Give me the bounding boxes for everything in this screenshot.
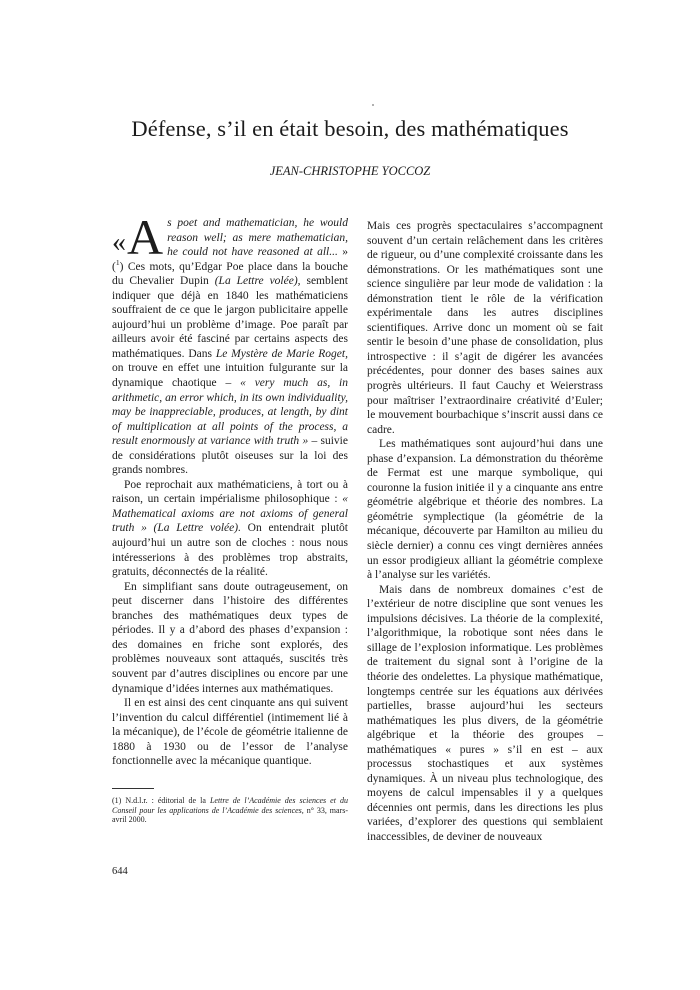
paragraph-6: Les mathématiques sont aujourd’hui dans une phase d’expansion. La démonstration du théorème de Fermat est une marque symbolique, qui couronne la fusion initiée il y a cinquante ans entre géométrie algébrique et théorie des nombres. La géométrie symplectique (la géométrie de la mécanique, découverte par Hamilton au milieu du siècle dernier) a connu ces vingt dernières années un essor prodigieux alliant la géométrie complexe à l’analyse sur les variétés. (367, 438, 603, 582)
paragraph-3: En simplifiant sans doute outrageusement, on peut discerner dans l’histoire des différentes branches des mathématiques deux types de périodes. Il y a d’abord des phases d’expansion : des domaines en friche sont explorés, des problèmes nouveaux sont attaqués, suscités très souvent par d’autres disciplines ou encore par une dynamique d’idées internes aux mathématiques. (112, 580, 348, 695)
article-author: JEAN-CHRISTOPHE YOCCOZ (269, 164, 431, 178)
text-run: semblent indiquer que déjà en 1840 les mathématiciens souffraient de ce que le jargon publicitaire appelle aujourd’hui un problème d’image. Poe paraît par ailleurs avoir été fasciné par certains aspects des mathématiques. Dans (112, 275, 348, 360)
work-title: (La Lettre volée), (214, 275, 301, 288)
drop-cap-block (112, 209, 164, 265)
print-speck (372, 104, 374, 106)
poe-quote: s poet and mathematician, he would reason well; as mere mathematician, he could not have reasoned at all... (167, 217, 348, 259)
page-number: 644 (112, 866, 128, 877)
text-run: On entendrait plutôt aujourd’hui un autre son de cloches : nous nous intéresserions à des problèmes trop abstraits, gratuits, déconnectés de la réalité. (112, 522, 348, 579)
text-run: Poe reprochait aux mathématiciens, à tort ou à raison, un certain impérialisme philosophique : (112, 478, 348, 506)
opening-guillemet: « (112, 227, 126, 258)
work-title: Le Mystère de Marie Roget, (215, 347, 348, 360)
footnote-divider (112, 788, 154, 789)
footnote (112, 796, 348, 825)
paragraph-4: Il en est ainsi des cent cinquante ans qui suivent l’invention du calcul différentiel (intimement lié à la mécanique), de l’école de géométrie italienne de 1880 à 1930 ou de l’essor de l’analyse fonctionnelle avec la mécanique quantique. (112, 697, 348, 768)
article-title: Défense, s’il en était besoin, des mathématiques (131, 116, 569, 141)
text-run: (1) N.d.l.r. : éditorial de la (112, 796, 210, 805)
text-run: on trouve en effet une intuition fulgurante sur la dynamique chaotique – (112, 362, 348, 390)
text-run: ) Ces mots, qu’Edgar Poe place dans la bouche du Chevalier Dupin (112, 260, 348, 288)
paragraph-7: Mais dans de nombreux domaines c’est de l’extérieur de notre discipline que sont venues les impulsions décisives. La théorie de la complexité, l’algorithmique, la robotique sont nées dans le sillage de l’explosion informatique. Les problèmes de traitement du signal sont à l’origine de la théorie des ondelettes. La physique mathématique, longtemps centrée sur les équations aux dérivées partielles, brasse aujourd’hui les secteurs mathématiques les plus divers, de la géométrie algébrique et la théorie des groupes – mathématiques « pures » s’il en est – aux processus stochastiques et aux systèmes dynamiques. À un niveau plus technologique, des moyens de calcul impensables il y a quelques décennies ont permis, dans les directions les plus variées, d’explorer des questions qui semblaient inaccessibles, de deviner de nouveaux (367, 583, 603, 843)
footnote-ref: 1 (115, 257, 120, 267)
text-run: – suivie de considérations plutôt oiseuses sur la loi des grands nombres. (112, 435, 348, 477)
text-run: » ( (112, 246, 349, 273)
paragraph-1 (112, 209, 349, 478)
drop-cap-letter: A (127, 209, 164, 265)
paragraph-2 (112, 478, 348, 580)
publication-title: Lettre de l’Académie des sciences et du Conseil pour les applications de l’Académie des sciences, (112, 796, 348, 815)
axioms-quote: « Mathematical axioms are not axioms of general truth » (La Lettre volée). (112, 493, 348, 535)
chaos-quote: « very much as, in arithmetic, an error which, in its own individuality, may be inappreciable, produces, at length, by dint of multiplication at all points of the process, a result enormously at variance with truth » (112, 377, 348, 448)
paragraph-5: Mais ces progrès spectaculaires s’accompagnent souvent d’un certain relâchement dans les critères de rigueur, ou d’une complexité croissante dans les démonstrations. Or les mathématiques sont une science singulière par leur mode de validation : la démonstration tient le rôle de la vérification expérimentale dans les autres disciplines scientifiques. Arrive donc un moment où se fait sentir le besoin d’une phase de consolidation, plus introspective : il s’agit de digérer les avancées précédentes, pour donner des bases saines aux progrès ultérieurs. Il faut Cauchy et Weierstrass pour maîtriser l’extraordinaire créativité d’Euler; le mouvement bourbachique s’inscrit aussi dans ce cadre. (367, 220, 603, 436)
left-column (112, 209, 349, 769)
right-column (367, 219, 603, 845)
text-run: n° 33, mars-avril 2000. (112, 805, 348, 824)
